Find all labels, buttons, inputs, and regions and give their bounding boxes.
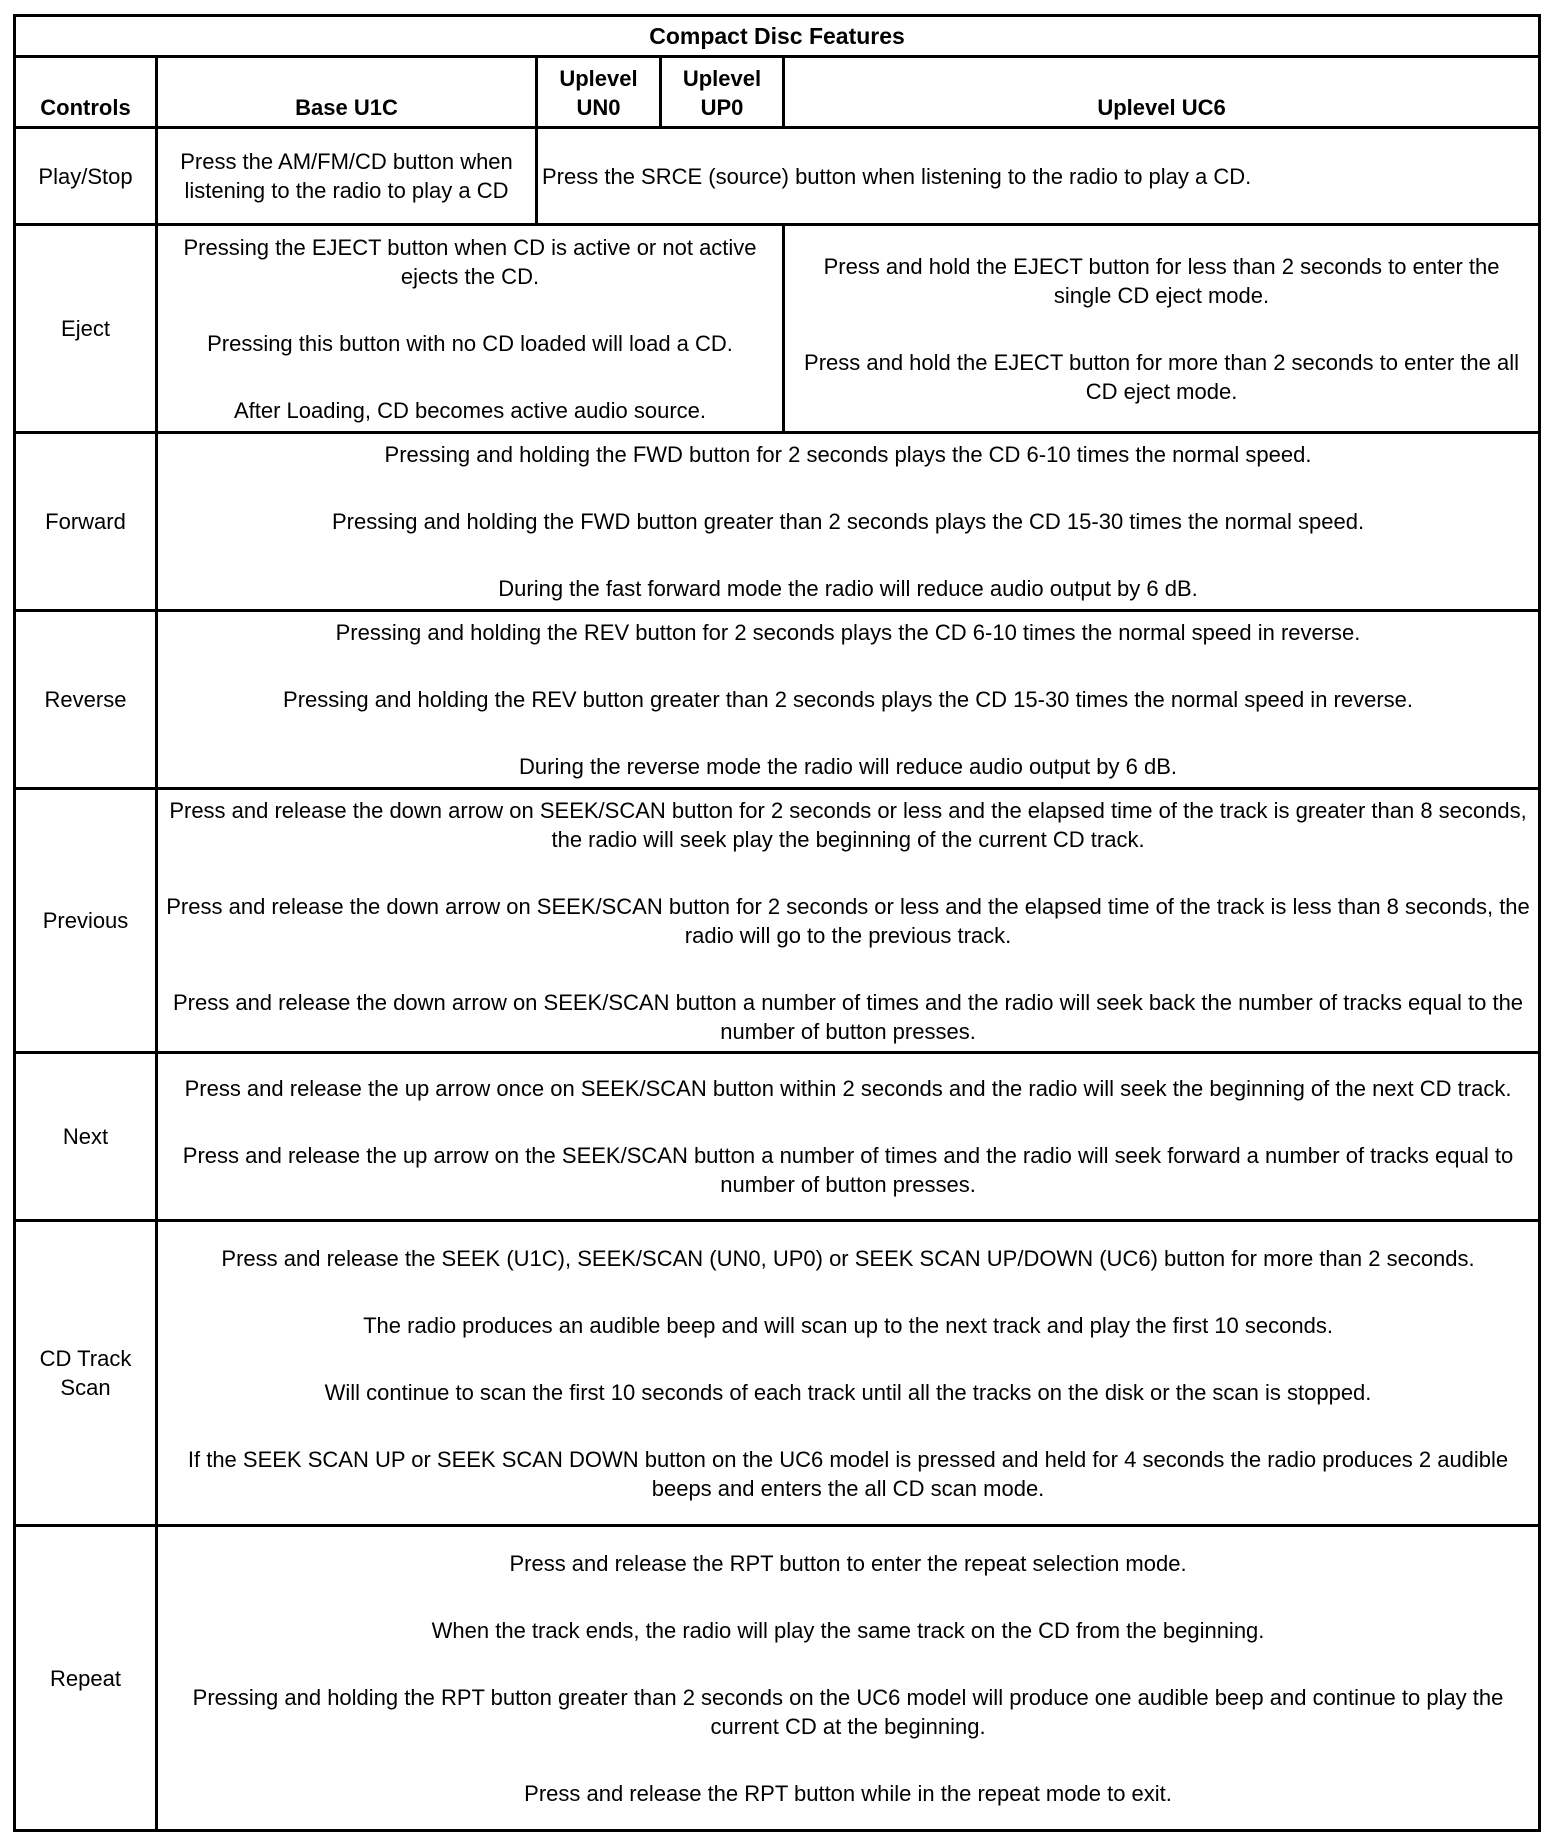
header-controls: Controls	[15, 57, 157, 128]
paragraph: Pressing and holding the RPT button greater than 2 seconds on the UC6 model will produce one audible beep and continue to play the current CD at the beginning.	[192, 1684, 1504, 1739]
feature-text	[157, 433, 1540, 611]
row-forward	[15, 433, 1540, 611]
paragraph: Press and release the up arrow on the SEEK/SCAN button a number of times and the radio will seek forward a number of tracks equal to number of button presses.	[182, 1143, 1514, 1197]
header-base-u1c: Base U1C	[157, 57, 537, 128]
uc6-text	[784, 225, 1540, 433]
paragraph: When the track ends, the radio will play the same track on the CD from the beginning.	[431, 1617, 1265, 1643]
paragraph: Pressing and holding the REV button greater than 2 seconds plays the CD 15-30 times the normal speed in reverse.	[283, 687, 1414, 712]
cd-features-table	[13, 14, 1541, 1832]
paragraph: During the fast forward mode the radio will reduce audio output by 6 dB.	[498, 576, 1198, 601]
paragraph: Press and hold the EJECT button for more than 2 seconds to enter the all CD eject mode.	[804, 349, 1520, 404]
paragraph: Pressing this button with no CD loaded will load a CD.	[207, 330, 733, 356]
paragraph: Press and hold the EJECT button for less than 2 seconds to enter the single CD eject mode.	[823, 253, 1500, 308]
paragraph: The radio produces an audible beep and will scan up to the next track and play the first 10 seconds.	[363, 1312, 1333, 1338]
paragraph: Pressing and holding the REV button for 2 seconds plays the CD 6-10 times the normal speed in reverse.	[335, 620, 1361, 645]
control-label: Previous	[15, 789, 157, 1053]
row-cd-track-scan	[15, 1221, 1540, 1526]
paragraph: Press and release the RPT button to enter the repeat selection mode.	[509, 1550, 1187, 1576]
row-repeat	[15, 1526, 1540, 1831]
feature-text	[157, 1053, 1540, 1221]
row-next	[15, 1053, 1540, 1221]
paragraph: Press and release the down arrow on SEEK/SCAN button a number of times and the radio will seek back the number of tracks equal to the number of button presses.	[172, 989, 1524, 1044]
paragraph: Pressing the EJECT button when CD is active or not active ejects the CD.	[183, 234, 757, 289]
paragraph: Press and release the SEEK (U1C), SEEK/SCAN (UN0, UP0) or SEEK SCAN UP/DOWN (UC6) button for more than 2 seconds.	[221, 1245, 1475, 1271]
control-label: CD Track Scan	[15, 1221, 157, 1526]
row-previous	[15, 789, 1540, 1053]
paragraph: If the SEEK SCAN UP or SEEK SCAN DOWN button on the UC6 model is pressed and held for 4 seconds the radio produces 2 audible beeps and enters the all CD scan mode.	[187, 1446, 1509, 1501]
base-un0-up0-text	[157, 225, 784, 433]
paragraph: Press and release the down arrow on SEEK/SCAN button for 2 seconds or less and the elapsed time of the track is less than 8 seconds, the radio will go to the previous track.	[166, 893, 1530, 948]
paragraph: Pressing and holding the FWD button greater than 2 seconds plays the CD 15-30 times the normal speed.	[331, 509, 1365, 534]
feature-text	[157, 611, 1540, 789]
header-uplevel-up0: Uplevel UP0	[661, 57, 784, 128]
control-label: Eject	[15, 225, 157, 433]
control-label: Repeat	[15, 1526, 157, 1831]
paragraph: Press and release the down arrow on SEEK/SCAN button for 2 seconds or less and the elapsed time of the track is greater than 8 seconds, the radio will seek play the beginning of the current CD track.	[169, 797, 1527, 852]
title-row	[15, 16, 1540, 57]
paragraph: Press and release the up arrow once on SEEK/SCAN button within 2 seconds and the radio will seek the beginning of the next CD track.	[184, 1076, 1512, 1101]
header-uplevel-uc6: Uplevel UC6	[784, 57, 1540, 128]
control-label: Forward	[15, 433, 157, 611]
row-play-stop	[15, 128, 1540, 225]
control-label: Reverse	[15, 611, 157, 789]
paragraph: Press and release the RPT button while in the repeat mode to exit.	[524, 1780, 1172, 1806]
paragraph: Will continue to scan the first 10 seconds of each track until all the tracks on the disk or the scan is stopped.	[324, 1379, 1372, 1405]
feature-text	[157, 1526, 1540, 1831]
paragraph: After Loading, CD becomes active audio source.	[233, 397, 707, 423]
header-uplevel-un0: Uplevel UN0	[537, 57, 661, 128]
row-eject	[15, 225, 1540, 433]
row-reverse	[15, 611, 1540, 789]
header-row	[15, 57, 1540, 128]
feature-text	[157, 1221, 1540, 1526]
feature-text	[157, 789, 1540, 1053]
table-title: Compact Disc Features	[15, 16, 1540, 57]
base-text: Press the AM/FM/CD button when listening to the radio to play a CD	[157, 128, 537, 225]
paragraph: Pressing and holding the FWD button for 2 seconds plays the CD 6-10 times the normal speed.	[384, 442, 1312, 467]
control-label: Play/Stop	[15, 128, 157, 225]
control-label: Next	[15, 1053, 157, 1221]
uplevel-text: Press the SRCE (source) button when listening to the radio to play a CD.	[537, 128, 1540, 225]
paragraph: During the reverse mode the radio will reduce audio output by 6 dB.	[519, 754, 1177, 779]
